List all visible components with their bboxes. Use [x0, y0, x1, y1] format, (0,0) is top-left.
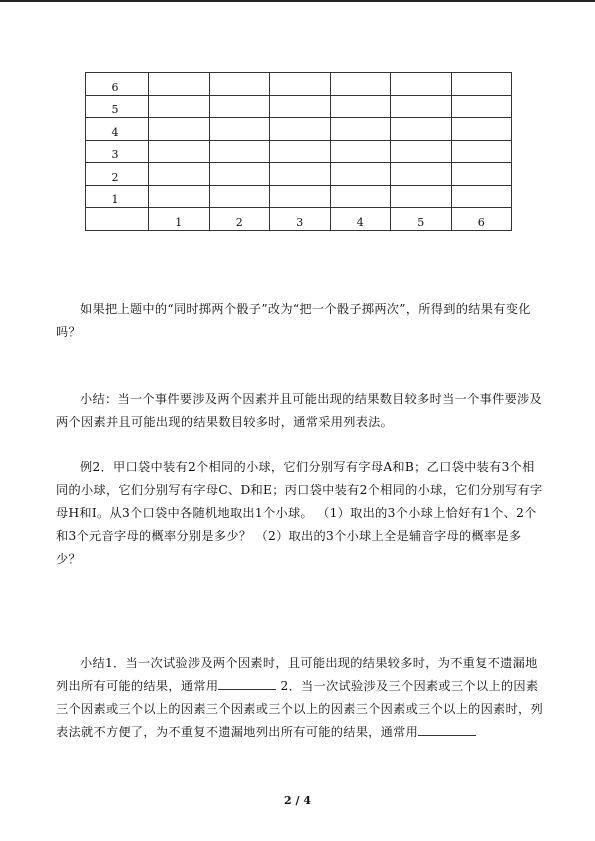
table-row	[86, 140, 512, 163]
table-cell	[451, 95, 512, 118]
table-cell	[330, 118, 391, 141]
answer-blank-2[interactable]	[418, 723, 476, 736]
table-cell	[149, 185, 210, 208]
row-label: 3	[86, 140, 149, 163]
table-cell	[149, 95, 210, 118]
table-cell	[391, 73, 452, 96]
table-cell	[391, 185, 452, 208]
summary-2-part-2: 2．当一次试验涉及三个因素或三个以上的因素三个因素或三个以上的因素三个因素或三个以上的因素三个因素或三个以上的因素时，列表法就不方便了，为不重复不遗漏地列出所有可能的结果，通常用	[56, 679, 544, 739]
table-cell	[451, 73, 512, 96]
table-cell	[330, 95, 391, 118]
table-cell	[270, 185, 331, 208]
table-cell	[209, 140, 270, 163]
table-cell	[209, 185, 270, 208]
table-row	[86, 95, 512, 118]
page-number: 2 / 4	[284, 794, 311, 807]
table-cell	[209, 118, 270, 141]
table-cell	[270, 163, 331, 186]
table-cell	[451, 118, 512, 141]
column-label: 2	[209, 208, 270, 231]
table-footer-row	[86, 208, 512, 231]
table-cell	[451, 163, 512, 186]
table-cell	[270, 140, 331, 163]
table-cell	[330, 163, 391, 186]
column-label: 6	[451, 208, 512, 231]
row-label: 2	[86, 163, 149, 186]
table-row	[86, 73, 512, 96]
table-cell	[270, 118, 331, 141]
column-label: 5	[391, 208, 452, 231]
table-cell	[209, 73, 270, 96]
table-body	[86, 73, 512, 231]
table-cell	[330, 140, 391, 163]
summary-2-paragraph	[56, 652, 546, 744]
table-cell	[391, 163, 452, 186]
table-row	[86, 118, 512, 141]
table-cell	[391, 118, 452, 141]
table-cell	[149, 140, 210, 163]
corner-cell	[86, 208, 149, 231]
table-cell	[330, 73, 391, 96]
table-cell	[209, 163, 270, 186]
table-cell	[149, 73, 210, 96]
table-row	[86, 185, 512, 208]
table-row	[86, 163, 512, 186]
answer-blank-1[interactable]	[218, 677, 276, 690]
dice-outcome-table	[85, 72, 512, 231]
row-label: 6	[86, 73, 149, 96]
table-cell	[391, 140, 452, 163]
table-cell	[330, 185, 391, 208]
table-cell	[270, 73, 331, 96]
table-cell	[270, 95, 331, 118]
table-cell	[209, 95, 270, 118]
table-cell	[149, 163, 210, 186]
top-rule	[0, 0, 595, 2]
column-label: 1	[149, 208, 210, 231]
table-cell	[149, 118, 210, 141]
summary-2-part-1: 小结1．当一次试验涉及两个因素时，且可能出现的结果较多时，为不重复不遗漏地列出所有可能的结果，通常用	[56, 656, 538, 693]
column-label: 3	[270, 208, 331, 231]
row-label: 1	[86, 185, 149, 208]
row-label: 4	[86, 118, 149, 141]
table-cell	[391, 95, 452, 118]
column-label: 4	[330, 208, 391, 231]
example-2-paragraph: 例2．甲口袋中装有2个相同的小球，它们分别写有字母A和B；乙口袋中装有3个相同的小球，它们分别写有字母C、D和E；丙口袋中装有2个相同的小球，它们分别写有字母H和I。从3个口袋中各随机地取出1个小球。 （1）取出的3个小球上恰好有1个、2个和3个元音字母的概率分别是多少？ （2）取出的3个小球上全是辅音字母的概率是多少？	[56, 460, 543, 566]
table-cell	[451, 185, 512, 208]
row-label: 5	[86, 95, 149, 118]
question-paragraph: 如果把上题中的“同时掷两个骰子”改为“把一个骰子掷两次”，所得到的结果有变化吗？	[56, 302, 531, 339]
summary-paragraph: 小结：当一个事件要涉及两个因素并且可能出现的结果数目较多时当一个事件要涉及两个因素并且可能出现的结果数目较多时，通常采用列表法。	[56, 392, 543, 429]
table-cell	[451, 140, 512, 163]
